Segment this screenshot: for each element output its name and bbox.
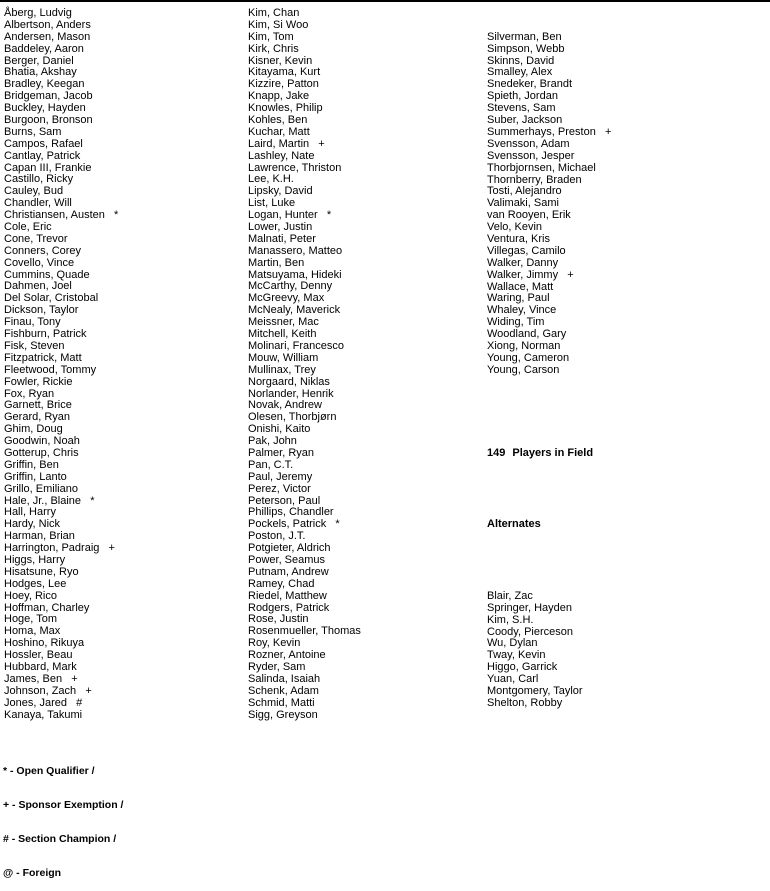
player-row: Perez, Victor xyxy=(248,482,311,495)
player-row: Hossler, Beau xyxy=(4,649,73,662)
legend-open-qualifier: * - Open Qualifier / xyxy=(3,764,95,777)
top-divider xyxy=(0,0,770,2)
player-row: Hall, Harry xyxy=(4,506,56,519)
player-row: Gotterup, Chris xyxy=(4,446,79,459)
player-row: Lawrence, Thriston xyxy=(248,161,342,174)
player-row: Matsuyama, Hideki xyxy=(248,268,342,281)
player-row: Griffin, Ben xyxy=(4,458,59,471)
player-row: Kizzire, Patton xyxy=(248,78,319,91)
player-row: Meissner, Mac xyxy=(248,316,319,329)
player-row: Schenk, Adam xyxy=(248,684,319,697)
player-row: Potgieter, Aldrich xyxy=(248,542,331,555)
player-row: Skinns, David xyxy=(487,54,555,67)
player-row: Logan, Hunter * xyxy=(248,209,332,222)
legend xyxy=(3,743,123,891)
player-row: Kim, Tom xyxy=(248,30,294,43)
player-row: Svensson, Adam xyxy=(487,137,570,150)
player-row: Rozner, Antoine xyxy=(248,649,326,662)
player-row: Palmer, Ryan xyxy=(248,446,315,459)
player-row: Peterson, Paul xyxy=(248,494,321,507)
player-row: Kuchar, Matt xyxy=(248,125,310,138)
player-row: Kohles, Ben xyxy=(248,114,308,127)
player-row: Chandler, Will xyxy=(4,197,72,210)
player-row: Norlander, Henrik xyxy=(248,387,334,400)
player-row: Rodgers, Patrick xyxy=(248,601,330,614)
player-row: Hodges, Lee xyxy=(4,577,67,590)
player-row: Wallace, Matt xyxy=(487,280,554,293)
player-row: McCarthy, Denny xyxy=(248,280,333,293)
player-row: Pak, John xyxy=(248,435,297,448)
player-row: Walker, Danny xyxy=(487,256,559,269)
legend-foreign: @ - Foreign xyxy=(3,867,62,880)
player-row: Rosenmueller, Thomas xyxy=(248,625,361,638)
player-row: Smalley, Alex xyxy=(487,66,553,79)
players-column-3-list xyxy=(487,32,611,377)
player-row: Waring, Paul xyxy=(487,292,550,305)
player-row: Ghim, Doug xyxy=(4,423,63,436)
player-row: List, Luke xyxy=(248,197,296,210)
player-row: Jones, Jared # xyxy=(4,696,83,709)
alternates-list xyxy=(487,591,611,710)
player-row: Young, Carson xyxy=(487,363,560,376)
player-row: Dahmen, Joel xyxy=(4,280,72,293)
player-row: Walker, Jimmy + xyxy=(487,268,574,281)
player-row: Pockels, Patrick * xyxy=(248,518,340,531)
players-column-1 xyxy=(4,8,118,721)
legend-sponsor-exemption: + - Sponsor Exemption / xyxy=(3,799,124,812)
player-row: Widing, Tim xyxy=(487,316,545,329)
player-row: Del Solar, Cristobal xyxy=(4,292,99,305)
player-row: Campos, Rafael xyxy=(4,137,83,150)
spacer xyxy=(487,484,611,496)
player-row: Novak, Andrew xyxy=(248,399,322,412)
player-row: Whaley, Vince xyxy=(487,304,557,317)
spacer xyxy=(487,400,611,424)
player-row: Kanaya, Takumi xyxy=(4,708,83,721)
player-row: Conners, Corey xyxy=(4,244,82,257)
player-row: Hoey, Rico xyxy=(4,589,57,602)
player-row: Molinari, Francesco xyxy=(248,339,344,352)
player-row: Pan, C.T. xyxy=(248,458,294,471)
player-row: Tosti, Alejandro xyxy=(487,185,562,198)
player-row: Spieth, Jordan xyxy=(487,90,558,103)
player-row: Wu, Dylan xyxy=(487,637,538,650)
player-row: Capan III, Frankie xyxy=(4,161,92,174)
player-row: Villegas, Camilo xyxy=(487,244,566,257)
player-row: Bridgeman, Jacob xyxy=(4,90,93,103)
player-row: McGreevy, Max xyxy=(248,292,325,305)
player-row: Valimaki, Sami xyxy=(487,197,559,210)
players-in-field-label: Players in Field xyxy=(512,447,594,460)
player-row: Fleetwood, Tommy xyxy=(4,363,97,376)
player-row: Cantlay, Patrick xyxy=(4,149,81,162)
player-row: Kim, S.H. xyxy=(487,613,534,626)
player-row: Fowler, Rickie xyxy=(4,375,73,388)
player-row: Hoshino, Rikuya xyxy=(4,637,85,650)
player-row: Goodwin, Noah xyxy=(4,435,80,448)
player-row: Riedel, Matthew xyxy=(248,589,327,602)
player-row: Kisner, Kevin xyxy=(248,54,313,67)
player-row: Hardy, Nick xyxy=(4,518,61,531)
player-row: Ramey, Chad xyxy=(248,577,315,590)
player-row: Fitzpatrick, Matt xyxy=(4,351,82,364)
player-row: Springer, Hayden xyxy=(487,601,572,614)
player-row: Kitayama, Kurt xyxy=(248,66,321,79)
player-row: Young, Cameron xyxy=(487,351,570,364)
player-row: Bhatia, Akshay xyxy=(4,66,77,79)
player-row: Hale, Jr., Blaine * xyxy=(4,494,95,507)
player-row: Woodland, Gary xyxy=(487,328,567,341)
player-row: Velo, Kevin xyxy=(487,221,543,234)
player-row: Lipsky, David xyxy=(248,185,313,198)
player-row: Mitchell, Keith xyxy=(248,328,317,341)
player-row: Thornberry, Braden xyxy=(487,173,582,186)
player-row: Buckley, Hayden xyxy=(4,102,86,115)
player-row: Hoffman, Charley xyxy=(4,601,90,614)
legend-section-champion: # - Section Champion / xyxy=(3,833,117,846)
player-row: Burns, Sam xyxy=(4,125,62,138)
player-row: Higgo, Garrick xyxy=(487,661,558,674)
player-row: Lashley, Nate xyxy=(248,149,315,162)
player-row: Homa, Max xyxy=(4,625,61,638)
player-row: Kim, Chan xyxy=(248,7,300,19)
player-row: Ventura, Kris xyxy=(487,232,550,245)
player-row: Svensson, Jesper xyxy=(487,149,575,162)
player-row: Burgoon, Bronson xyxy=(4,114,93,127)
player-row: Olesen, Thorbjørn xyxy=(248,411,337,424)
player-row: Andersen, Mason xyxy=(4,30,91,43)
spacer xyxy=(487,555,611,567)
players-column-3 xyxy=(487,8,611,722)
player-row: Albertson, Anders xyxy=(4,18,91,31)
player-row: Finau, Tony xyxy=(4,316,61,329)
player-row: Kirk, Chris xyxy=(248,42,299,55)
player-row: Tway, Kevin xyxy=(487,649,546,662)
player-row: Lee, K.H. xyxy=(248,173,294,186)
player-row: Harrington, Padraig + xyxy=(4,542,115,555)
player-row: Cole, Eric xyxy=(4,221,52,234)
player-row: Hubbard, Mark xyxy=(4,660,77,673)
player-row: Cauley, Bud xyxy=(4,185,64,198)
player-row: Covello, Vince xyxy=(4,256,75,269)
player-row: Poston, J.T. xyxy=(248,530,306,543)
player-row: Phillips, Chandler xyxy=(248,506,334,519)
player-row: van Rooyen, Erik xyxy=(487,209,571,222)
player-row: Onishi, Kaito xyxy=(248,423,311,436)
player-row: Paul, Jeremy xyxy=(248,470,313,483)
player-row: Schmid, Matti xyxy=(248,696,315,709)
player-row: Berger, Daniel xyxy=(4,54,74,67)
player-row: Manassero, Matteo xyxy=(248,244,343,257)
player-row: Salinda, Isaiah xyxy=(248,672,321,685)
player-row: Fox, Ryan xyxy=(4,387,55,400)
player-row: Power, Seamus xyxy=(248,553,326,566)
player-row: Knapp, Jake xyxy=(248,90,310,103)
player-row: Castillo, Ricky xyxy=(4,173,74,186)
player-row: Harman, Brian xyxy=(4,530,75,543)
player-row: Johnson, Zach + xyxy=(4,684,92,697)
player-row: Dickson, Taylor xyxy=(4,304,79,317)
player-row: Mouw, William xyxy=(248,351,319,364)
player-row: Thorbjornsen, Michael xyxy=(487,161,596,174)
players-column-2 xyxy=(248,8,361,721)
player-row: Kim, Si Woo xyxy=(248,18,309,31)
player-row: McNealy, Maverick xyxy=(248,304,341,317)
player-row: Xiong, Norman xyxy=(487,339,561,352)
player-row: Snedeker, Brandt xyxy=(487,78,573,91)
player-row: Hoge, Tom xyxy=(4,613,57,626)
player-row: Lower, Justin xyxy=(248,221,313,234)
player-row: Norgaard, Niklas xyxy=(248,375,330,388)
player-row: Silverman, Ben xyxy=(487,30,562,43)
player-row: Putnam, Andrew xyxy=(248,565,329,578)
player-row: Laird, Martin + xyxy=(248,137,325,150)
player-row: Higgs, Harry xyxy=(4,553,66,566)
player-row: Baddeley, Aaron xyxy=(4,42,84,55)
players-in-field-summary xyxy=(487,448,611,460)
player-row: Simpson, Webb xyxy=(487,42,565,55)
player-row: Cummins, Quade xyxy=(4,268,90,281)
player-row: Griffin, Lanto xyxy=(4,470,67,483)
player-row: Coody, Pierceson xyxy=(487,625,574,638)
player-row: Ryder, Sam xyxy=(248,660,306,673)
player-row: Roy, Kevin xyxy=(248,637,301,650)
alternates-heading: Alternates xyxy=(487,518,541,531)
player-row: James, Ben + xyxy=(4,672,78,685)
player-count: 149 xyxy=(487,447,506,460)
player-row: Fisk, Steven xyxy=(4,339,65,352)
player-row: Åberg, Ludvig xyxy=(4,7,72,19)
player-row: Rose, Justin xyxy=(248,613,309,626)
player-row: Garnett, Brice xyxy=(4,399,72,412)
player-row: Christiansen, Austen * xyxy=(4,209,119,222)
player-row: Bradley, Keegan xyxy=(4,78,85,91)
player-row: Blair, Zac xyxy=(487,589,533,602)
player-row: Shelton, Robby xyxy=(487,696,563,709)
player-row: Fishburn, Patrick xyxy=(4,328,87,341)
player-row: Stevens, Sam xyxy=(487,102,556,115)
player-row: Montgomery, Taylor xyxy=(487,685,583,697)
player-row: Martin, Ben xyxy=(248,256,305,269)
player-row: Summerhays, Preston + xyxy=(487,125,612,138)
player-row: Yuan, Carl xyxy=(487,673,539,686)
player-row: Suber, Jackson xyxy=(487,114,563,127)
player-row: Malnati, Peter xyxy=(248,232,316,245)
player-row: Cone, Trevor xyxy=(4,232,68,245)
player-row: Hisatsune, Ryo xyxy=(4,565,79,578)
player-row: Mullinax, Trey xyxy=(248,363,316,376)
player-row: Knowles, Philip xyxy=(248,102,323,115)
player-row: Grillo, Emiliano xyxy=(4,482,78,495)
player-row: Sigg, Greyson xyxy=(248,708,318,721)
player-row: Gerard, Ryan xyxy=(4,411,71,424)
